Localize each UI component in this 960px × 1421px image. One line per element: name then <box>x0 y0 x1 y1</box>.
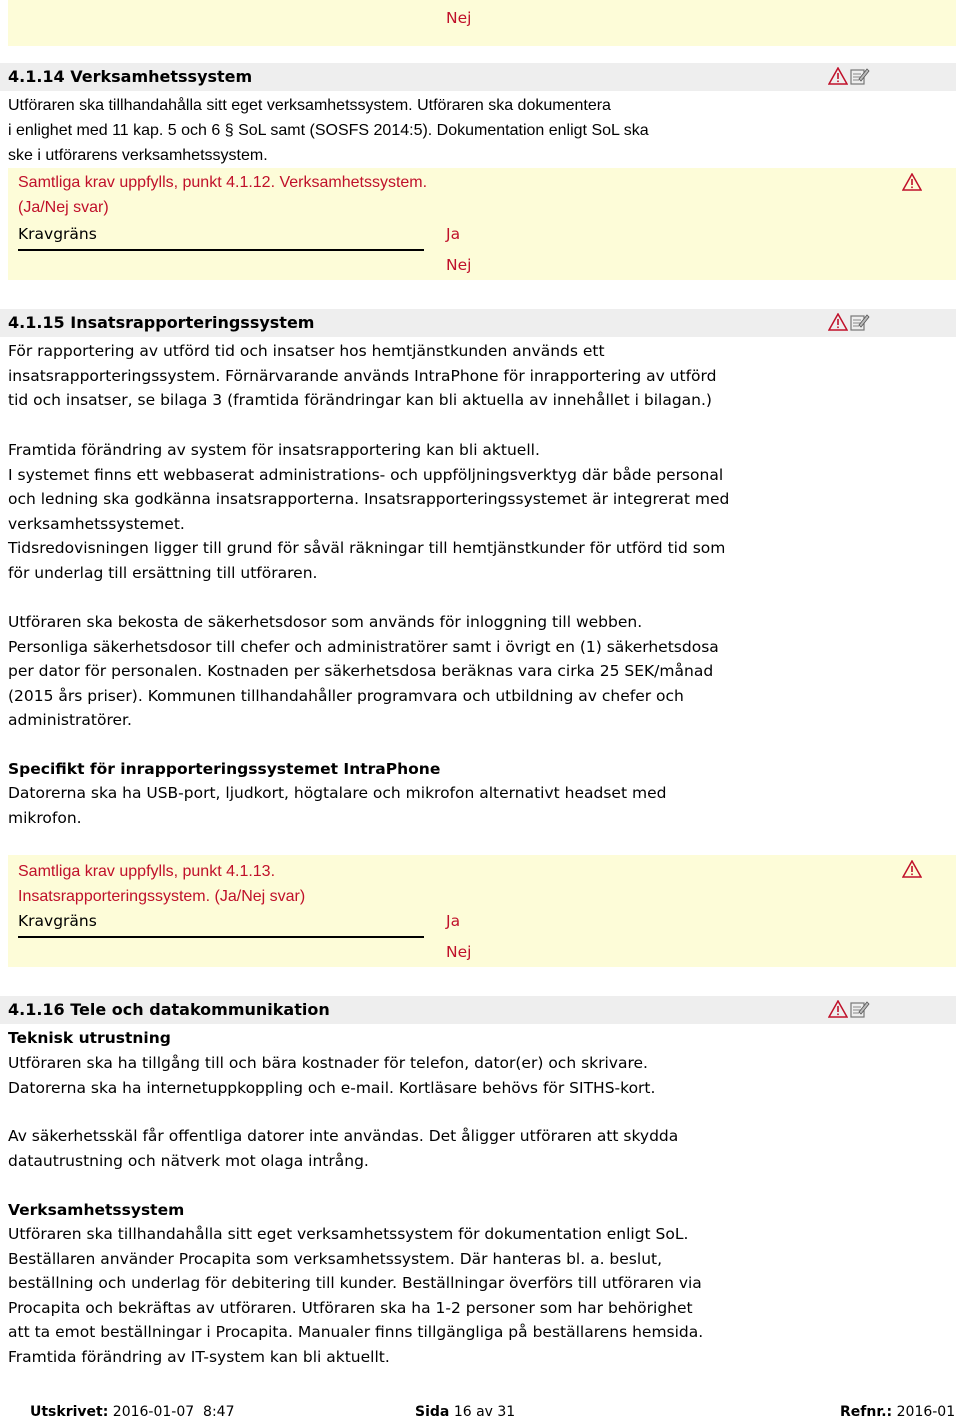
paragraph: Utföraren ska bekosta de säkerhetsdosor som används för inloggning till webben. Personliga säkerhetsdosor till chefer och administratörer samt i övrigt en (1) säkerhetsdosa per dator för personalen. Kostnaden per säkerhetsdosa beräknas vara cirka 25 SEK/månad (2015 års priser). Kommunen tillhandahåller programvara och utbildning av chefer och administratörer. <box>8 613 719 729</box>
ja-option[interactable]: Ja <box>446 225 461 243</box>
footer-page <box>415 1404 515 1420</box>
requirement-question: Samtliga krav uppfylls, punkt 4.1.12. Verksamhetssystem. (Ja/Nej svar) <box>18 174 428 216</box>
section-icons <box>828 313 870 331</box>
edit-note-icon[interactable] <box>850 313 870 331</box>
box-icons <box>902 173 922 191</box>
paragraph: Av säkerhetsskäl får offentliga datorer inte användas. Det åligger utföraren att skydda datautrustning och nätverk mot olaga intrång. <box>8 1127 679 1170</box>
paragraph: Utföraren ska ha tillgång till och bära kostnader för telefon, dator(er) och skrivare. Datorerna ska ha internetuppkoppling och e-mail. Kortläsare behövs för SITHS-kort. <box>8 1054 656 1097</box>
nej-option[interactable]: Nej <box>446 943 472 961</box>
answer-line <box>18 249 424 251</box>
sub-heading: Verksamhetssystem <box>8 1201 185 1219</box>
footer-ref <box>840 1404 955 1420</box>
previous-answer-box <box>8 0 956 46</box>
sub-heading: Specifikt för inrapporteringssystemet IntraPhone <box>8 760 441 778</box>
page-value: 16 av 31 <box>453 1404 516 1420</box>
answer-line <box>18 936 424 938</box>
printed-value: 2016-01-07 8:47 <box>112 1404 235 1420</box>
warning-icon[interactable] <box>902 860 922 878</box>
paragraph: Utföraren ska tillhandahålla sitt eget verksamhetssystem för dokumentation enligt SoL. Beställaren använder Procapita som verksamhetssystem. Där hanteras bl. a. beslut, beställning och underlag för debitering till kunder. Beställningar överförs till utföraren via Procapita och bekräftas av utföraren. Utföraren ska ha 1-2 personer som har behörighet att ta emot beställningar i Procapita. Manualer finns tillgängliga på beställarens hemsida. Framtida förändring av IT-system kan bli aktuellt. <box>8 1225 704 1366</box>
kravgrans-label: Kravgräns <box>18 225 97 243</box>
paragraph: Datorerna ska ha USB-port, ljudkort, högtalare och mikrofon alternativt headset med mikrofon. <box>8 784 667 827</box>
section-icons <box>828 67 870 85</box>
sub-heading: Teknisk utrustning <box>8 1029 171 1047</box>
paragraph: Framtida förändring av system för insatsrapportering kan bli aktuell. I systemet finns ett webbaserat administrations- och uppföljningsverktyg där både personal och ledning ska godkänna insatsrapporterna. Insatsrapporteringssystemet är integrerat med verksamhetssystemet. Tidsredovisningen ligger till grund för såväl räkningar till hemtjänstkunder för utförd tid som för underlag till ersättning till utföraren. <box>8 441 730 582</box>
section-icons <box>828 1000 870 1018</box>
kravgrans-label: Kravgräns <box>18 912 97 930</box>
section-header-4-1-16 <box>0 996 956 1024</box>
section-header-4-1-15 <box>0 309 956 337</box>
paragraph: Utföraren ska tillhandahålla sitt eget verksamhetssystem. Utföraren ska dokumentera i enlighet med 11 kap. 5 och 6 § SoL samt (SOSFS 2014:5). Dokumentation enligt SoL ska ske i utförarens verksamhetssystem. <box>8 97 649 164</box>
answer-box-4-1-14 <box>8 168 956 280</box>
section-heading: 4.1.15 Insatsrapporteringssystem <box>8 313 315 332</box>
section-heading: 4.1.14 Verksamhetssystem <box>8 67 253 86</box>
ja-option[interactable]: Ja <box>446 912 461 930</box>
page-label: Sida <box>415 1404 450 1420</box>
ref-label: Refnr.: <box>840 1404 893 1420</box>
answer-box-4-1-15 <box>8 855 956 967</box>
requirement-question: Samtliga krav uppfylls, punkt 4.1.13. Insatsrapporteringssystem. (Ja/Nej svar) <box>18 863 306 905</box>
printed-label: Utskrivet: <box>30 1404 109 1420</box>
warning-icon[interactable] <box>828 67 848 85</box>
section-header-4-1-14 <box>0 63 956 91</box>
nej-option[interactable]: Nej <box>446 256 472 274</box>
footer-printed <box>30 1404 234 1420</box>
section-heading: 4.1.16 Tele och datakommunikation <box>8 1000 330 1019</box>
ref-value: 2016-01 <box>896 1404 956 1420</box>
nej-option[interactable]: Nej <box>446 9 472 27</box>
warning-icon[interactable] <box>902 173 922 191</box>
warning-icon[interactable] <box>828 313 848 331</box>
edit-note-icon[interactable] <box>850 1000 870 1018</box>
edit-note-icon[interactable] <box>850 67 870 85</box>
paragraph: För rapportering av utförd tid och insatser hos hemtjänstkunden används ett insatsrapporteringssystem. Förnärvarande används IntraPhone för inrapportering av utförd tid och insatser, se bilaga 3 (framtida förändringar kan bli aktuella av innehållet i bilagan.) <box>8 342 717 409</box>
box-icons <box>902 860 922 878</box>
warning-icon[interactable] <box>828 1000 848 1018</box>
